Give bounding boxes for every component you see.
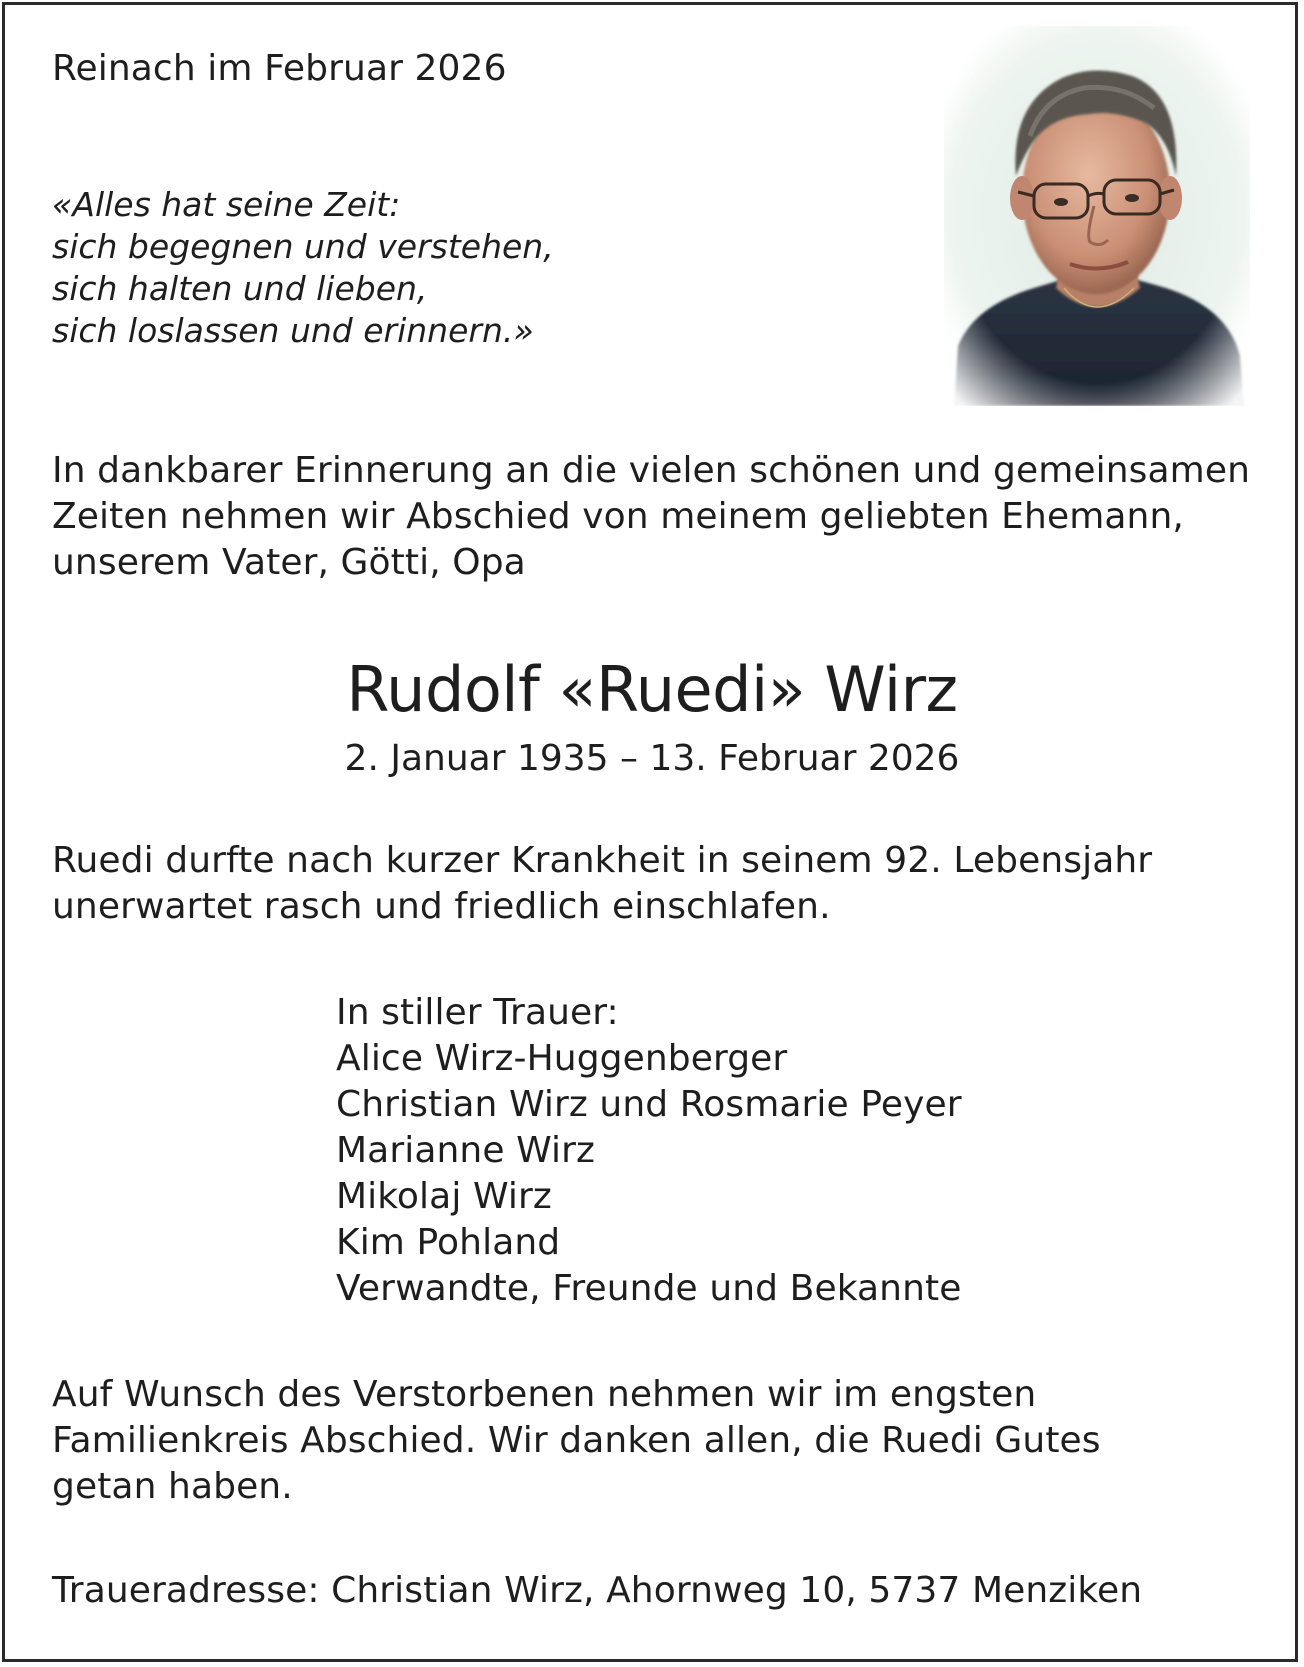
- closing-line: getan haben.: [52, 1466, 293, 1507]
- quote-line: sich loslassen und erinnern.»: [52, 311, 534, 350]
- life-dates: 2. Januar 1935 – 13. Februar 2026: [344, 738, 960, 779]
- intro-line: In dankbarer Erinnerung an die vielen schönen und gemeinsamen: [52, 450, 1250, 491]
- portrait-photo: [944, 26, 1250, 406]
- mourner-name: Kim Pohland: [336, 1222, 561, 1263]
- deceased-name: Rudolf «Ruedi» Wirz: [346, 653, 958, 726]
- mourner-name: Marianne Wirz: [336, 1130, 596, 1171]
- intro-paragraph: [52, 448, 1250, 586]
- mourner-name: Verwandte, Freunde und Bekannte: [336, 1268, 962, 1309]
- quote-line: sich halten und lieben,: [52, 269, 428, 308]
- closing-paragraph: [52, 1372, 1101, 1510]
- intro-line: unserem Vater, Götti, Opa: [52, 542, 526, 583]
- mourner-name: Alice Wirz-Huggenberger: [336, 1038, 788, 1079]
- mourner-name: Christian Wirz und Rosmarie Peyer: [336, 1084, 962, 1125]
- mourners-heading: In stiller Trauer:: [336, 992, 619, 1033]
- passing-line: Ruedi durfte nach kurzer Krankheit in seinem 92. Lebensjahr: [52, 840, 1153, 881]
- mourners-list: [336, 990, 962, 1312]
- closing-line: Familienkreis Abschied. Wir danken allen, die Ruedi Gutes: [52, 1420, 1101, 1461]
- quote-block: [52, 184, 554, 352]
- place-date: Reinach im Februar 2026: [52, 48, 507, 89]
- passing-line: unerwartet rasch und friedlich einschlafen.: [52, 886, 831, 927]
- quote-line: «Alles hat seine Zeit:: [52, 185, 401, 224]
- quote-line: sich begegnen und verstehen,: [52, 227, 554, 266]
- intro-line: Zeiten nehmen wir Abschied von meinem geliebten Ehemann,: [52, 496, 1184, 537]
- closing-line: Auf Wunsch des Verstorbenen nehmen wir im engsten: [52, 1374, 1037, 1415]
- mourner-name: Mikolaj Wirz: [336, 1176, 552, 1217]
- mourning-address: Traueradresse: Christian Wirz, Ahornweg 10, 5737 Menziken: [52, 1570, 1143, 1611]
- passing-paragraph: [52, 838, 1152, 930]
